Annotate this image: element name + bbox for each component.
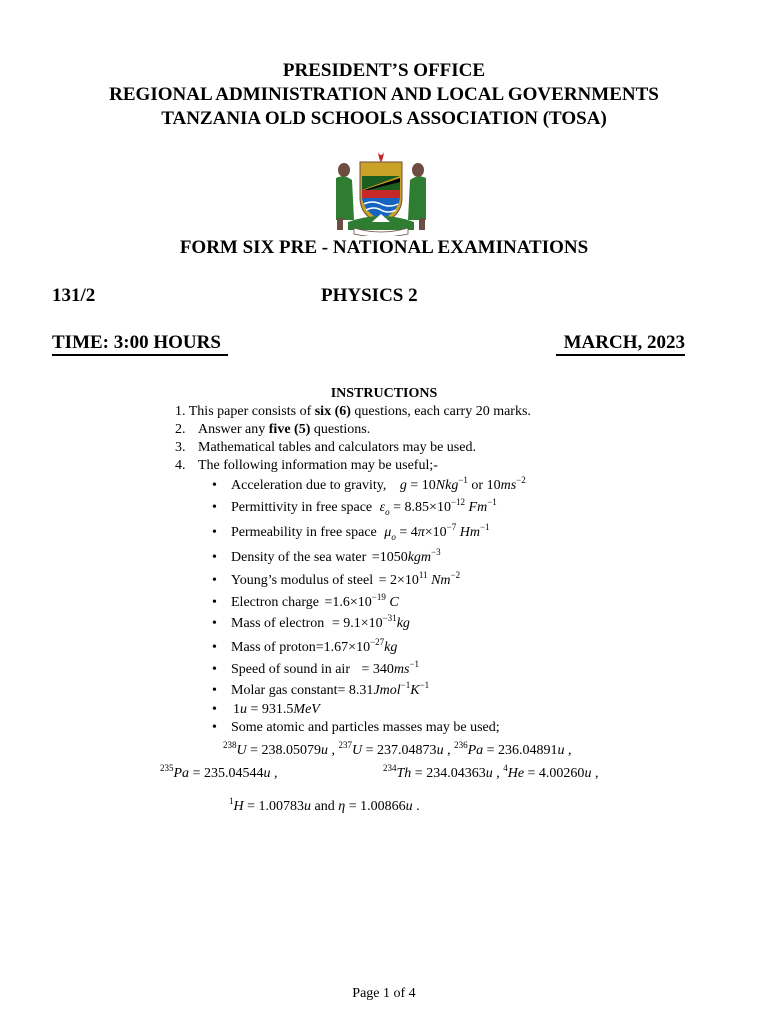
masses-line-2: $^{235}$Pa = 235.04544u , (160, 763, 278, 781)
instruction-1-text-bold: six (6) (314, 404, 351, 419)
constant-sound-speed (231, 659, 420, 678)
bullet-icon: • (212, 683, 217, 698)
masses-and-word: and (314, 799, 335, 814)
constant-electron-mass-label: Mass of electron (231, 616, 325, 631)
constant-gravity-label: Acceleration due to gravity, (231, 478, 387, 493)
exam-duration: TIME: 3:00 HOURS (52, 332, 221, 353)
exam-date: MARCH, 2023 (563, 332, 685, 353)
masses-line-2b: $^{234}$Th = 234.04363u , $^4$He = 4.00260u , (383, 763, 599, 781)
date-underline (556, 354, 685, 356)
instruction-4-number: 4. (175, 458, 186, 473)
instruction-4 (175, 457, 438, 475)
bullet-icon: • (212, 702, 217, 717)
instruction-2-number: 2. (175, 422, 186, 437)
instructions-heading: INSTRUCTIONS (330, 386, 438, 401)
constant-permittivity (231, 497, 497, 517)
constant-young-label: Young’s modulus of steel (231, 573, 374, 588)
constant-permittivity-value: $\varepsilon_o = 8.85\times 10^{-12}$ $Fm^{-1}$ (379, 497, 497, 517)
coat-of-arms-emblem (328, 150, 434, 236)
constant-gas-label: Molar gas constant (231, 683, 338, 698)
duration-underline (52, 354, 228, 356)
instruction-1-number: 1. (175, 404, 186, 419)
constant-density-value: =1050kgm$^{-3}$ (371, 547, 441, 565)
constant-gravity (231, 475, 526, 494)
instruction-3-number: 3. (175, 440, 186, 455)
paper-code: 131/2 (52, 285, 96, 306)
constant-electron-charge (231, 592, 399, 611)
constant-permeability (231, 522, 490, 542)
header-line-2: REGIONAL ADMINISTRATION AND LOCAL GOVERNMENTS (109, 84, 659, 105)
constant-gas-value: = $8.31Jmol^{-1}K^{-1}$ (337, 680, 430, 698)
instruction-2-text-post: questions. (310, 422, 371, 437)
constant-density (231, 547, 441, 566)
bullet-icon: • (212, 640, 217, 655)
instruction-2-text-bold: five (5) (268, 422, 311, 437)
constant-sound-value: = $340ms^{-1}$ (361, 659, 420, 677)
masses-intro: Some atomic and particles masses may be used; (231, 720, 500, 735)
bullet-icon: • (212, 595, 217, 610)
constant-proton-mass (231, 637, 398, 656)
bullet-icon: • (212, 720, 217, 735)
header-line-1: PRESIDENT’S OFFICE (282, 60, 486, 81)
constant-gravity-value: g = 10Nkg$^{-1}$ or $10ms^{-2}$ (399, 475, 526, 493)
masses-line-3: $^1$H = 1.00783u and η = 1.00866u . (229, 796, 420, 814)
instruction-1-text-post: questions, each carry 20 marks. (350, 404, 531, 419)
instruction-1-text-pre: This paper consists of (188, 404, 315, 419)
constant-amu (231, 702, 320, 718)
instruction-2-text-pre: Answer any (198, 422, 269, 437)
instruction-4-text: The following information may be useful;- (198, 458, 438, 473)
constant-density-label: Density of the sea water (231, 550, 367, 565)
constant-permeability-label: Permeability in free space (231, 525, 377, 540)
constant-permeability-value: $\mu_o = 4\pi\times 10^{-7}$ $Hm^{-1}$ (384, 522, 490, 542)
subject-name: PHYSICS 2 (321, 285, 418, 306)
constant-young-value: = $2\times 10^{11}$ $Nm^{-2}$ (378, 570, 461, 588)
constant-proton-mass-value: $=1.67\times 10^{-27}kg$ (315, 637, 398, 655)
bullet-icon: • (212, 616, 217, 631)
constant-proton-mass-label: Mass of proton (231, 640, 316, 655)
exam-title: FORM SIX PRE - NATIONAL EXAMINATIONS (179, 237, 589, 258)
constant-young-modulus (231, 570, 461, 589)
bullet-icon: • (212, 662, 217, 677)
instruction-1 (175, 403, 531, 421)
bullet-icon: • (212, 550, 217, 565)
constant-electron-mass (231, 613, 410, 632)
bullet-icon: • (212, 525, 217, 540)
header-line-3: TANZANIA OLD SCHOOLS ASSOCIATION (TOSA) (161, 108, 607, 129)
constant-amu-value: 1u = 931.5MeV (233, 702, 320, 717)
bullet-icon: • (212, 478, 217, 493)
constant-sound-label: Speed of sound in air (231, 662, 350, 677)
constant-electron-charge-label: Electron charge (231, 595, 319, 610)
masses-line-1: $^{238}$U = 238.05079u , $^{237}$U = 237.04873u , $^{236}$Pa = 236.04891u , (223, 740, 572, 758)
instruction-3 (175, 439, 476, 457)
bullet-icon: • (212, 500, 217, 515)
constant-permittivity-label: Permittivity in free space (231, 500, 373, 515)
page-number: Page 1 of 4 (352, 986, 416, 1001)
constant-gas (231, 680, 430, 699)
bullet-icon: • (212, 573, 217, 588)
constant-electron-charge-value: $=1.6\times 10^{-19}$ C (324, 592, 399, 610)
constant-electron-mass-value: = $9.1\times 10^{-31}kg$ (331, 613, 410, 631)
instruction-2 (175, 421, 370, 439)
instruction-3-text: Mathematical tables and calculators may be used. (198, 440, 476, 455)
